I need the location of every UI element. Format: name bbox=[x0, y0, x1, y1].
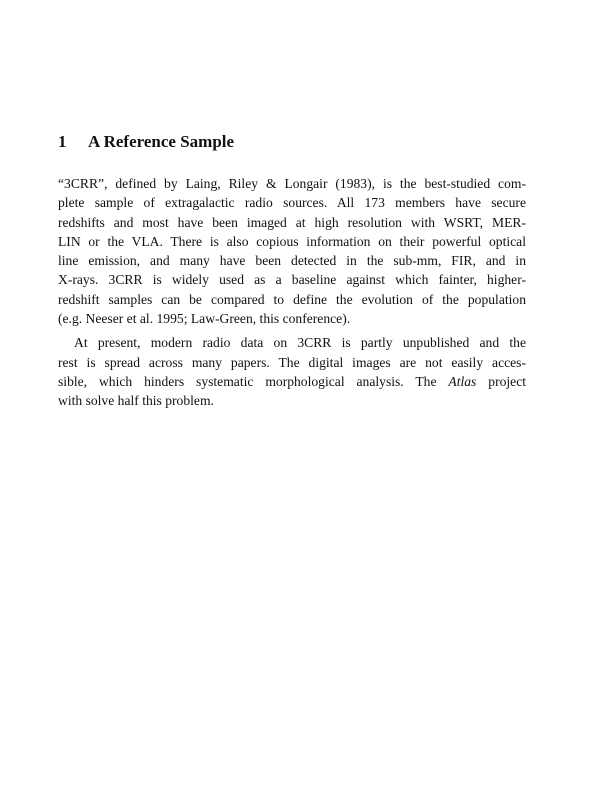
paragraph-2-line-1-text: At present, modern radio data on 3CRR is partly unpublished and the bbox=[74, 335, 526, 351]
paragraph-2 bbox=[58, 333, 526, 410]
section-title: A Reference Sample bbox=[88, 132, 235, 151]
section-heading bbox=[58, 132, 526, 152]
paragraph-2-line-3-tail: project bbox=[476, 373, 527, 389]
paragraph-1 bbox=[58, 174, 526, 328]
paragraph-1-line-1: “3CRR”, defined by Laing, Riley & Longair (1983), is the best-studied com- bbox=[58, 176, 526, 191]
paragraph-1-line-4: LIN or the VLA. There is also copious information on their powerful optical bbox=[58, 233, 526, 249]
atlas-italic: Atlas bbox=[448, 373, 477, 389]
paragraph-1-line-5: line emission, and many have been detected in the sub-mm, FIR, and in bbox=[58, 253, 526, 269]
section-number: 1 bbox=[58, 132, 67, 151]
paragraph-2-line-3-text: sible, which hinders systematic morphological analysis. The bbox=[58, 373, 449, 389]
paragraph-2-line-2: rest is spread across many papers. The digital images are not easily acces- bbox=[58, 354, 526, 370]
paragraph-1-line-2: plete sample of extragalactic radio sources. All 173 members have secure bbox=[58, 195, 526, 211]
paragraph-2-line-1 bbox=[58, 333, 526, 352]
reference-sample-section bbox=[58, 132, 526, 411]
paragraph-1-line-8: (e.g. Neeser et al. 1995; Law-Green, this conference). bbox=[58, 311, 351, 327]
paragraph-1-line-6: X-rays. 3CRR is widely used as a baseline against which fainter, higher- bbox=[58, 272, 526, 288]
paragraph-2-line-4: with solve half this problem. bbox=[58, 393, 214, 409]
paragraph-2-line-3 bbox=[58, 372, 526, 391]
paragraph-1-line-7: redshift samples can be compared to define the evolution of the population bbox=[58, 291, 526, 307]
paragraph-1-line-3: redshifts and most have been imaged at high resolution with WSRT, MER- bbox=[58, 214, 526, 230]
